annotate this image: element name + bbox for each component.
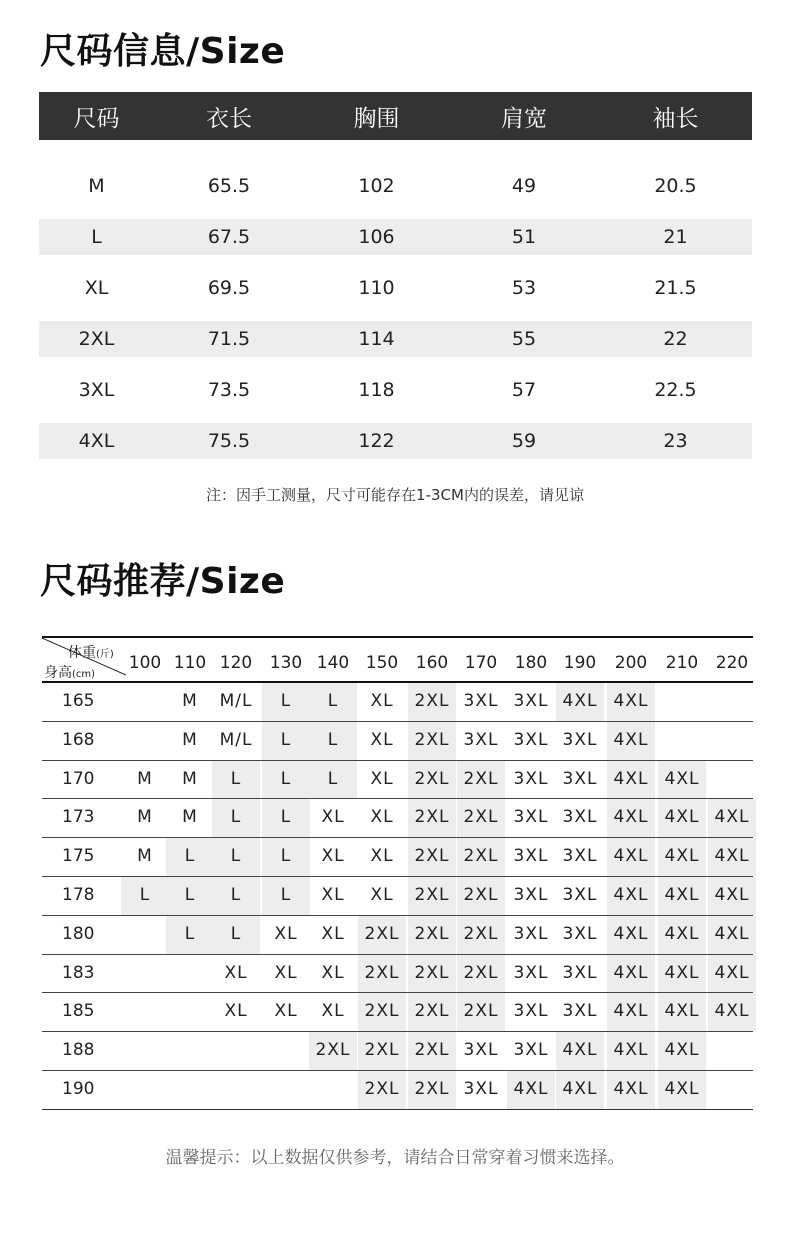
recommend-row xyxy=(42,838,753,877)
size-cell: 4XL xyxy=(556,1032,604,1070)
size-cell: L xyxy=(212,761,260,799)
size-cell: 4XL xyxy=(607,838,655,876)
size-cell: XL xyxy=(370,884,394,905)
weight-col-header: 140 xyxy=(316,653,350,673)
size-cell: 4XL xyxy=(658,799,706,837)
size-cell xyxy=(166,955,214,993)
size-cell: 2XL xyxy=(309,1032,357,1070)
recommend-row xyxy=(42,761,753,800)
recommend-row xyxy=(42,799,753,838)
size-cell: L xyxy=(262,761,310,799)
size-info-row xyxy=(39,219,752,255)
size-cell: 4XL xyxy=(607,955,655,993)
size-cell: XL xyxy=(224,962,248,983)
size-info-chest-cell: 106 xyxy=(358,226,395,248)
size-cell xyxy=(658,722,706,760)
size-cell: 3XL xyxy=(513,846,549,867)
size-cell: 4XL xyxy=(556,683,604,721)
size-cell: 4XL xyxy=(658,955,706,993)
weight-col-header: 150 xyxy=(365,653,399,673)
size-cell: L xyxy=(212,799,260,837)
size-cell: L xyxy=(262,877,310,915)
size-info-sleeve-cell: 21.5 xyxy=(654,277,697,299)
header-sleeve: 袖长 xyxy=(652,105,699,132)
size-info-shoulder-cell: 53 xyxy=(511,277,537,299)
size-cell xyxy=(708,722,756,760)
size-cell: 3XL xyxy=(513,768,549,789)
recommend-row xyxy=(42,993,753,1032)
size-recommend-table xyxy=(42,636,753,1110)
size-cell: 3XL xyxy=(513,962,549,983)
size-cell: 3XL xyxy=(463,1040,499,1061)
size-cell: XL xyxy=(321,807,345,828)
size-cell: L xyxy=(166,916,214,954)
size-info-size-cell: 2XL xyxy=(78,328,115,350)
size-info-shoulder-cell: 57 xyxy=(511,379,537,401)
header-chest: 胸围 xyxy=(353,105,400,132)
size-cell: 4XL xyxy=(658,1071,706,1109)
weight-col-header: 170 xyxy=(464,653,498,673)
height-cell: 188 xyxy=(62,1040,95,1061)
size-info-length-cell: 69.5 xyxy=(207,277,251,299)
recommend-row xyxy=(42,1071,753,1110)
height-cell: 190 xyxy=(62,1078,95,1099)
size-cell: M/L xyxy=(219,691,253,711)
size-cell: XL xyxy=(274,962,298,983)
size-cell: 3XL xyxy=(562,962,598,983)
recommend-body xyxy=(42,683,753,1110)
size-cell: 4XL xyxy=(507,1071,555,1109)
size-cell: L xyxy=(262,799,310,837)
size-info-sleeve-cell: 20.5 xyxy=(654,175,697,197)
size-cell: 2XL xyxy=(408,877,456,915)
size-cell: 4XL xyxy=(607,1032,655,1070)
size-cell: 2XL xyxy=(408,838,456,876)
size-cell: 2XL xyxy=(457,993,505,1031)
height-cell: 178 xyxy=(62,884,95,905)
header-length: 衣长 xyxy=(206,105,252,132)
size-cell: L xyxy=(166,838,214,876)
size-cell: L xyxy=(121,877,169,915)
size-cell xyxy=(121,722,169,760)
size-info-size-cell: M xyxy=(88,175,105,197)
weight-col-header: 110 xyxy=(173,653,207,673)
size-info-sleeve-cell: 22.5 xyxy=(654,379,697,401)
size-cell: 2XL xyxy=(408,955,456,993)
corner-height-label: 身高(cm) xyxy=(44,665,96,681)
size-cell xyxy=(166,1032,214,1070)
size-cell: 3XL xyxy=(562,1001,598,1022)
size-cell: XL xyxy=(370,768,394,789)
size-cell: 3XL xyxy=(463,691,499,711)
size-recommend-title: 尺码推荐/Size xyxy=(40,561,286,602)
size-cell: 4XL xyxy=(607,722,655,760)
size-cell: 3XL xyxy=(463,729,499,750)
size-cell: 3XL xyxy=(562,729,598,750)
size-info-shoulder-cell: 51 xyxy=(511,226,537,248)
header-size: 尺码 xyxy=(73,105,120,132)
size-cell: 4XL xyxy=(708,877,756,915)
size-cell: 4XL xyxy=(556,1071,604,1109)
size-info-chest-cell: 102 xyxy=(358,175,395,197)
size-info-row xyxy=(39,321,752,357)
size-cell: 4XL xyxy=(607,877,655,915)
size-cell xyxy=(708,1032,756,1070)
size-cell: 4XL xyxy=(658,916,706,954)
size-cell: L xyxy=(212,838,260,876)
size-info-length-cell: 71.5 xyxy=(207,328,251,350)
size-info-chest-cell: 114 xyxy=(358,328,395,350)
height-cell: 180 xyxy=(62,923,95,944)
size-cell: 2XL xyxy=(358,1071,406,1109)
height-cell: 165 xyxy=(62,691,95,711)
height-cell: 173 xyxy=(62,807,95,828)
height-cell: 168 xyxy=(62,729,95,750)
size-cell: 2XL xyxy=(408,722,456,760)
size-cell: XL xyxy=(321,923,345,944)
weight-col-header: 200 xyxy=(614,653,648,673)
size-info-length-cell: 67.5 xyxy=(207,226,251,248)
size-cell: M xyxy=(137,768,153,789)
size-cell: 3XL xyxy=(562,884,598,905)
size-cell: 4XL xyxy=(607,799,655,837)
size-info-size-cell: L xyxy=(91,226,102,248)
size-info-size-cell: XL xyxy=(84,277,109,299)
size-cell: 3XL xyxy=(513,729,549,750)
weight-col-header: 120 xyxy=(219,653,253,673)
size-cell: M xyxy=(137,846,153,867)
size-cell: XL xyxy=(224,1001,248,1022)
size-cell: 2XL xyxy=(457,916,505,954)
size-cell xyxy=(212,1071,260,1109)
size-cell xyxy=(121,993,169,1031)
recommend-header xyxy=(42,638,753,683)
size-cell: 2XL xyxy=(358,1032,406,1070)
measurement-note: 注：因手工测量，尺寸可能存在1-3CM内的误差，请见谅 xyxy=(206,486,584,504)
size-cell xyxy=(262,1071,310,1109)
size-cell: XL xyxy=(274,923,298,944)
size-cell xyxy=(166,1071,214,1109)
size-cell xyxy=(166,993,214,1031)
size-cell: M xyxy=(182,768,198,789)
size-cell: 3XL xyxy=(513,884,549,905)
size-info-shoulder-cell: 59 xyxy=(511,430,537,452)
size-cell: 3XL xyxy=(562,923,598,944)
size-cell: M xyxy=(182,691,198,711)
size-cell xyxy=(212,1032,260,1070)
size-cell: 2XL xyxy=(358,993,406,1031)
size-cell: L xyxy=(166,877,214,915)
size-cell: 3XL xyxy=(562,768,598,789)
recommend-row xyxy=(42,683,753,722)
recommend-row xyxy=(42,722,753,761)
size-cell: L xyxy=(212,877,260,915)
size-cell: 2XL xyxy=(457,838,505,876)
size-info-row xyxy=(39,168,752,204)
size-info-sleeve-cell: 22 xyxy=(663,328,688,350)
size-info-length-cell: 73.5 xyxy=(207,379,251,401)
size-cell: XL xyxy=(370,729,394,750)
size-info-row xyxy=(39,423,752,459)
height-cell: 170 xyxy=(62,768,95,789)
weight-col-header: 180 xyxy=(514,653,548,673)
size-cell: 2XL xyxy=(457,799,505,837)
size-cell: L xyxy=(309,722,357,760)
size-cell xyxy=(708,1071,756,1109)
size-cell: M xyxy=(182,729,198,750)
header-shoulder: 肩宽 xyxy=(501,105,547,132)
size-cell: 4XL xyxy=(708,799,756,837)
size-cell: 2XL xyxy=(408,799,456,837)
size-cell: XL xyxy=(370,846,394,867)
size-cell: 4XL xyxy=(607,993,655,1031)
size-info-sleeve-cell: 21 xyxy=(663,226,688,248)
size-cell: XL xyxy=(274,1001,298,1022)
size-cell: 2XL xyxy=(408,993,456,1031)
size-cell: M xyxy=(137,807,153,828)
size-cell: L xyxy=(309,761,357,799)
size-cell xyxy=(121,683,169,721)
size-info-chest-cell: 110 xyxy=(358,277,395,299)
height-cell: 183 xyxy=(62,962,95,983)
size-cell: 4XL xyxy=(607,1071,655,1109)
size-cell: XL xyxy=(321,846,345,867)
size-cell: 3XL xyxy=(562,846,598,867)
size-info-size-cell: 4XL xyxy=(78,430,115,452)
size-cell: L xyxy=(309,683,357,721)
size-cell: 3XL xyxy=(562,807,598,828)
size-cell: 3XL xyxy=(513,923,549,944)
size-cell: 4XL xyxy=(658,877,706,915)
size-cell xyxy=(262,1032,310,1070)
size-cell: 4XL xyxy=(607,761,655,799)
size-cell: 2XL xyxy=(408,683,456,721)
recommend-row xyxy=(42,916,753,955)
size-cell xyxy=(309,1071,357,1109)
size-cell: M/L xyxy=(219,729,253,750)
size-cell: 3XL xyxy=(513,1001,549,1022)
size-cell: XL xyxy=(370,807,394,828)
size-info-length-cell: 65.5 xyxy=(207,175,251,197)
size-cell: 4XL xyxy=(708,838,756,876)
size-cell: 4XL xyxy=(658,1032,706,1070)
corner-cell xyxy=(42,638,126,681)
size-cell: 4XL xyxy=(708,916,756,954)
size-info-header xyxy=(39,92,752,140)
size-cell: M xyxy=(182,807,198,828)
recommend-row xyxy=(42,877,753,916)
weight-col-header: 160 xyxy=(415,653,449,673)
height-cell: 185 xyxy=(62,1001,95,1022)
size-info-row xyxy=(39,372,752,408)
size-cell: 2XL xyxy=(408,761,456,799)
size-cell: 2XL xyxy=(408,916,456,954)
size-cell: L xyxy=(262,683,310,721)
size-cell: 3XL xyxy=(463,1078,499,1099)
size-info-row xyxy=(39,270,752,306)
size-cell: XL xyxy=(321,1001,345,1022)
size-info-chest-cell: 122 xyxy=(358,430,395,452)
size-cell: 3XL xyxy=(513,807,549,828)
height-cell: 175 xyxy=(62,846,95,867)
size-cell xyxy=(121,1071,169,1109)
size-cell: 2XL xyxy=(358,916,406,954)
weight-col-header: 130 xyxy=(269,653,303,673)
recommend-row xyxy=(42,955,753,994)
size-info-chest-cell: 118 xyxy=(358,379,395,401)
recommend-row xyxy=(42,1032,753,1071)
size-info-shoulder-cell: 55 xyxy=(511,328,537,350)
size-cell: 2XL xyxy=(457,761,505,799)
size-cell: XL xyxy=(370,691,394,711)
size-cell: 4XL xyxy=(658,838,706,876)
size-info-shoulder-cell: 49 xyxy=(511,175,537,197)
size-cell: 4XL xyxy=(607,683,655,721)
size-cell xyxy=(121,916,169,954)
size-cell: 2XL xyxy=(457,955,505,993)
size-cell: 4XL xyxy=(708,993,756,1031)
size-cell xyxy=(708,683,756,721)
size-cell xyxy=(708,761,756,799)
weight-col-header: 100 xyxy=(128,653,162,673)
size-cell: 3XL xyxy=(513,1040,549,1061)
weight-col-header: 190 xyxy=(563,653,597,673)
size-cell xyxy=(121,955,169,993)
corner-weight-label: 体重(斤) xyxy=(68,645,114,661)
size-info-title: 尺码信息/Size xyxy=(40,31,286,72)
size-info-size-cell: 3XL xyxy=(78,379,115,401)
size-cell: 4XL xyxy=(607,916,655,954)
weight-col-header: 210 xyxy=(665,653,699,673)
size-info-length-cell: 75.5 xyxy=(207,430,251,452)
size-cell: 4XL xyxy=(708,955,756,993)
size-cell: 2XL xyxy=(408,1032,456,1070)
weight-col-header: 220 xyxy=(715,653,749,673)
size-cell xyxy=(658,683,706,721)
size-info-sleeve-cell: 23 xyxy=(663,430,688,452)
size-cell: 2XL xyxy=(358,955,406,993)
size-cell: 2XL xyxy=(457,877,505,915)
size-cell: L xyxy=(262,722,310,760)
size-cell: XL xyxy=(321,962,345,983)
size-cell: XL xyxy=(321,884,345,905)
tip-text: 温馨提示：以上数据仅供参考，请结合日常穿着习惯来选择。 xyxy=(165,1148,625,1168)
size-cell: 4XL xyxy=(658,761,706,799)
size-cell: L xyxy=(262,838,310,876)
size-cell xyxy=(121,1032,169,1070)
size-cell: 4XL xyxy=(658,993,706,1031)
size-cell: 3XL xyxy=(513,691,549,711)
size-cell: L xyxy=(212,916,260,954)
size-cell: 2XL xyxy=(408,1071,456,1109)
